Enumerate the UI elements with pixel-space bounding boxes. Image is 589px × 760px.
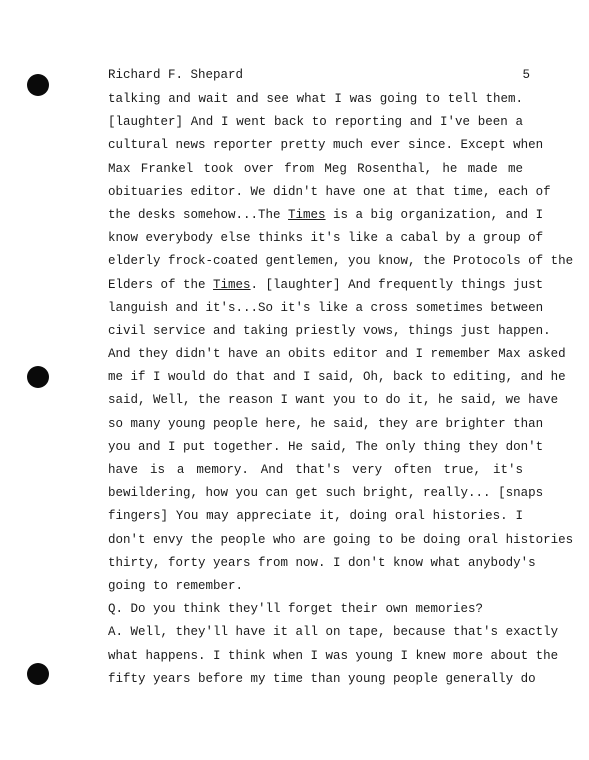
transcript-line: And they didn't have an obits editor and I remember Max asked [108, 347, 566, 362]
transcript-line: obituaries editor. We didn't have one at that time, each of [108, 184, 551, 199]
transcript-body [108, 88, 574, 691]
transcript-line: fingers] You may appreciate it, doing oral histories. I [108, 509, 523, 524]
times-underlined: Times [288, 207, 326, 222]
transcript-line: elderly frock-coated gentlemen, you know, the Protocols of the [108, 254, 574, 269]
transcript-line: thirty, forty years from now. I don't know what anybody's [108, 555, 536, 570]
transcript-line: don't envy the people who are going to be doing oral histories [108, 532, 574, 547]
answer-line: A. Well, they'll have it all on tape, because that's exactly [108, 625, 559, 640]
interviewee-name: Richard F. Shepard [108, 68, 244, 82]
text-segment: Elders of the [108, 277, 214, 292]
text-segment: the desks somehow...The [108, 207, 289, 222]
transcript-line: you and I put together. He said, The only thing they don't [108, 439, 544, 454]
transcript-line: know everybody else thinks it's like a cabal by a group of [108, 231, 544, 246]
transcript-line [108, 204, 544, 227]
text-segment: . [laughter] And frequently things just [250, 277, 544, 292]
binder-hole-top [27, 74, 49, 96]
transcript-line: languish and it's...So it's like a cross sometimes between [108, 300, 544, 315]
binder-hole-bottom [27, 663, 49, 685]
transcript-line: bewildering, how you can get such bright, really... [snaps [108, 486, 544, 501]
text-segment: is a big organization, and I [325, 207, 544, 222]
question-line: Q. Do you think they'll forget their own memories? [108, 602, 484, 617]
binder-hole-middle [27, 366, 49, 388]
transcript-line: cultural news reporter pretty much ever since. Except when [108, 138, 544, 153]
transcript-line [108, 274, 544, 297]
times-underlined: Times [213, 277, 251, 292]
transcript-line: going to remember. [108, 578, 244, 593]
transcript-line: talking and wait and see what I was going to tell them. [108, 92, 523, 106]
transcript-line: civil service and taking priestly vows, things just happen. [108, 323, 551, 338]
transcript-line: [laughter] And I went back to reporting and I've been a [108, 115, 523, 130]
transcript-line: Max Frankel took over from Meg Rosenthal, he made me [108, 161, 523, 176]
page-number: 5 [522, 68, 530, 82]
transcript-line: said, Well, the reason I want you to do it, he said, we have [108, 393, 559, 408]
transcript-line: so many young people here, he said, they are brighter than [108, 416, 544, 431]
transcript-line: what happens. I think when I was young I knew more about the [108, 648, 559, 663]
transcript-line: fifty years before my time than young people generally do [108, 671, 536, 686]
transcript-line: have is a memory. And that's very often true, it's [108, 463, 523, 477]
transcript-line: me if I would do that and I said, Oh, back to editing, and he [108, 370, 566, 385]
